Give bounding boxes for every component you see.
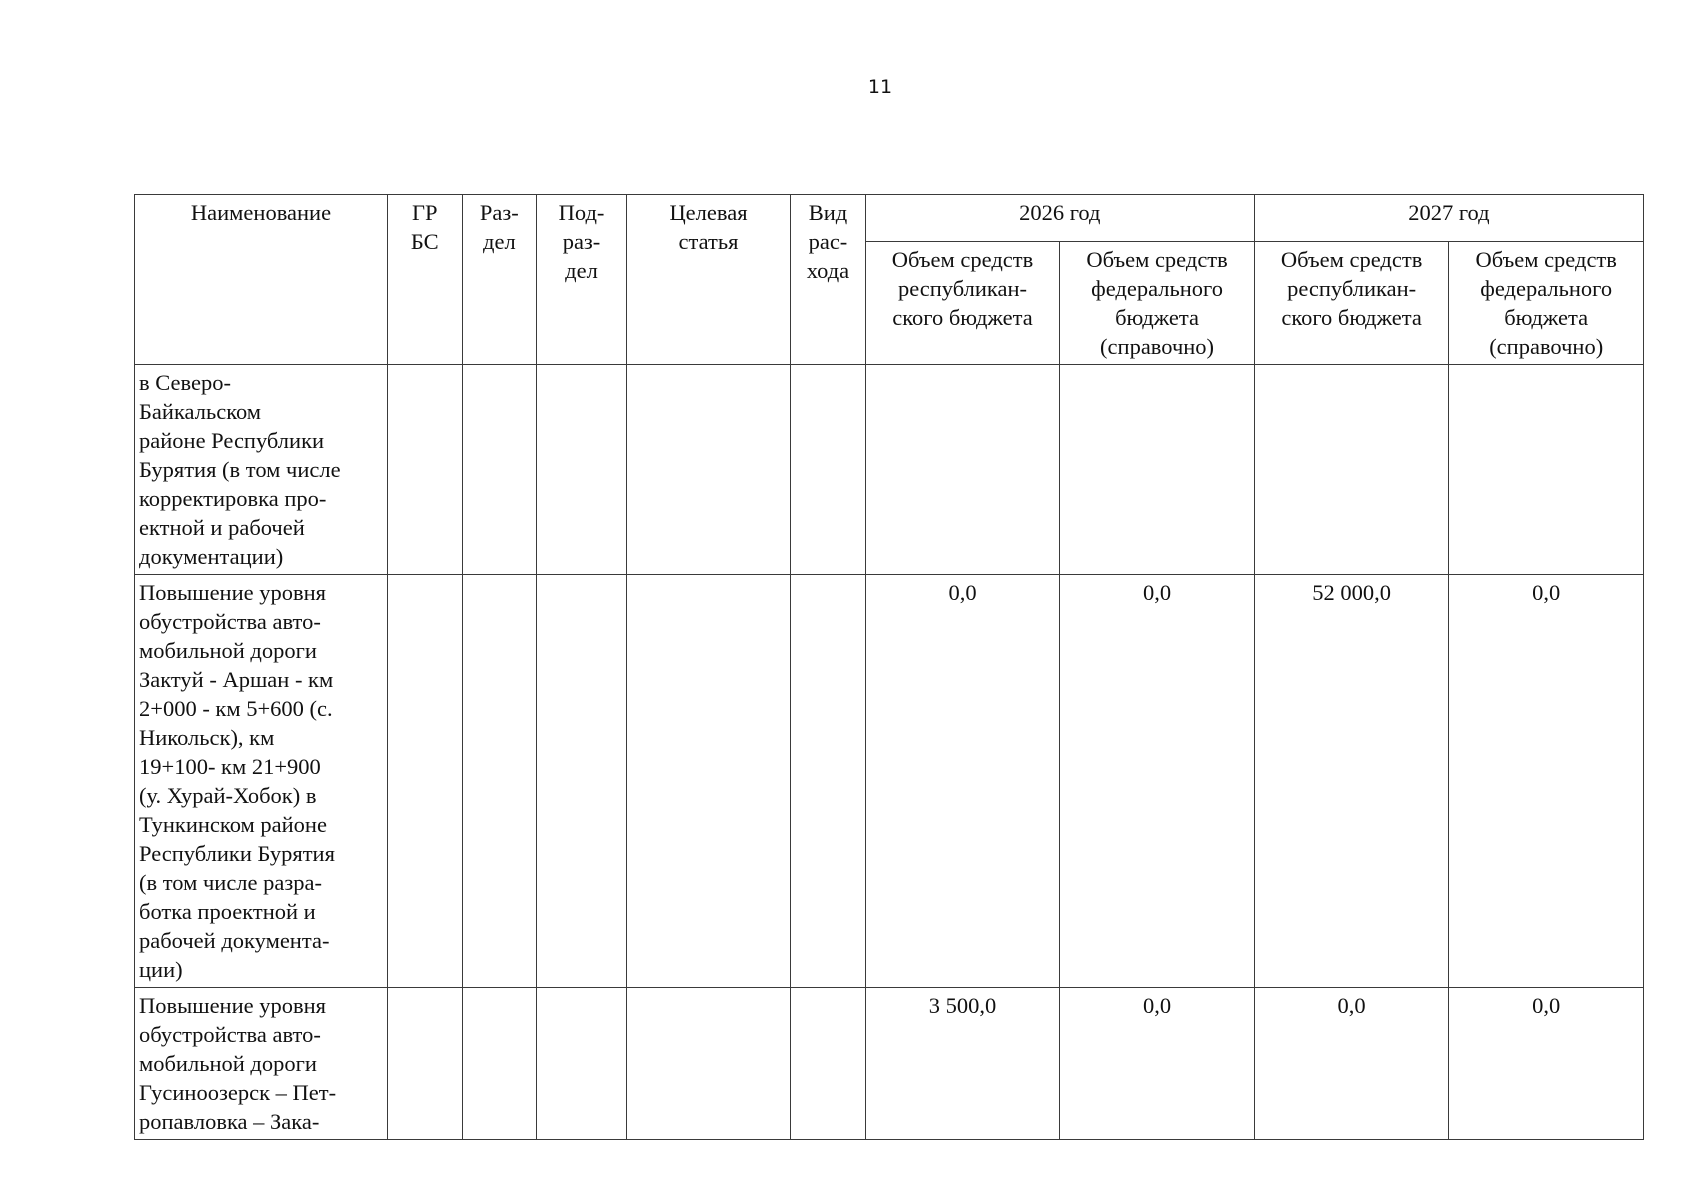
- value-rep-2027: 52 000,0: [1254, 575, 1449, 988]
- value-rep-2027: [1254, 365, 1449, 575]
- value-rep-2027: 0,0: [1254, 988, 1449, 1140]
- header-name: Наименование: [135, 195, 388, 365]
- header-year-2027: 2027 год: [1254, 195, 1643, 242]
- header-rep-budget-2027: Объем средств республикан- ского бюджета: [1254, 242, 1449, 365]
- row-name: Повышение уровня обустройства авто- мобильной дороги Гусиноозерск – Пет- ропавловка – Зака-: [135, 988, 388, 1140]
- budget-table: [134, 194, 1644, 1140]
- header-fed-budget-2026: Объем средств федерального бюджета (справочно): [1060, 242, 1255, 365]
- value-fed-2026: 0,0: [1060, 988, 1255, 1140]
- header-year-2026: 2026 год: [865, 195, 1254, 242]
- value-fed-2026: 0,0: [1060, 575, 1255, 988]
- header-rep-budget-2026: Объем средств республикан- ского бюджета: [865, 242, 1060, 365]
- value-fed-2027: 0,0: [1449, 575, 1644, 988]
- value-fed-2027: [1449, 365, 1644, 575]
- value-rep-2026: 0,0: [865, 575, 1060, 988]
- row-name: Повышение уровня обустройства авто- мобильной дороги Зактуй - Аршан - км 2+000 - км 5+600 (с. Никольск), км 19+100- км 21+900 (у. Хурай-Хобок) в Тункинском районе Республики Бурятия (в том числе разра- ботка проектной и рабочей документа- ции): [135, 575, 388, 988]
- value-rep-2026: [865, 365, 1060, 575]
- row-name: в Северо- Байкальском районе Республики Бурятия (в том числе корректировка про- ектной и рабочей документации): [135, 365, 388, 575]
- header-fed-budget-2027: Объем средств федерального бюджета (справочно): [1449, 242, 1644, 365]
- value-fed-2027: 0,0: [1449, 988, 1644, 1140]
- header-razdel: Раз- дел: [462, 195, 537, 365]
- value-rep-2026: 3 500,0: [865, 988, 1060, 1140]
- table-row: [135, 575, 1644, 988]
- header-vid-rashoda: Вид рас- хода: [791, 195, 866, 365]
- page-number: 11: [867, 76, 893, 98]
- table-row: [135, 365, 1644, 575]
- header-grbs: ГР БС: [388, 195, 463, 365]
- value-fed-2026: [1060, 365, 1255, 575]
- header-celevaya-statya: Целевая статья: [626, 195, 790, 365]
- table-row: [135, 988, 1644, 1140]
- header-podrazdel: Под- раз- дел: [537, 195, 627, 365]
